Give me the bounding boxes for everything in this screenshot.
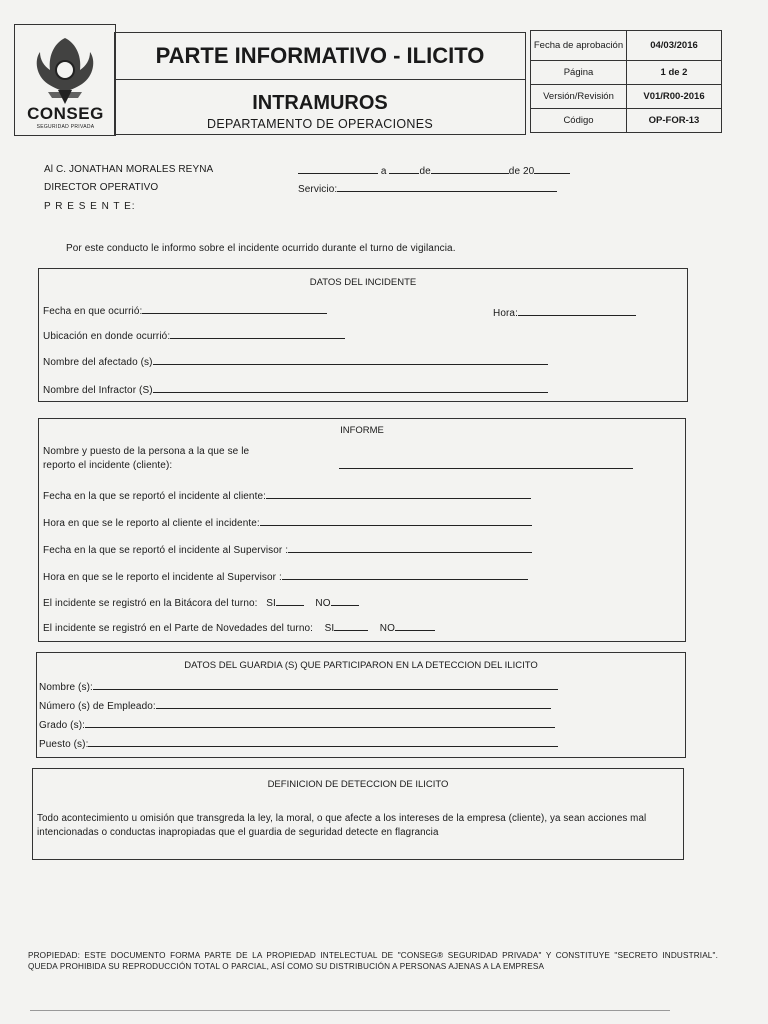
datos-incidente-section — [38, 268, 688, 402]
date-day-field[interactable] — [298, 173, 378, 174]
meta-label: Versión/Revisión — [531, 85, 627, 109]
definicion-section — [32, 768, 684, 860]
property-notice: PROPIEDAD: ESTE DOCUMENTO FORMA PARTE DE LA PROPIEDAD INTELECTUAL DE "CONSEG® SEGURIDAD PRIVADA" Y CONSTITUYE "SECRETO INDUSTRIAL". QUEDA PROHIBIDA SU REPRODUCCIÓN TOTAL O PARCIAL, ASÍ COMO SU DISTRIBUCIÓN A PERSONAS AJENAS A LA EMPRESA — [28, 951, 718, 971]
addressee-position: DIRECTOR OPERATIVO — [44, 182, 159, 193]
persona-label-1: Nombre y puesto de la persona a la que se le — [43, 446, 250, 457]
guardia-numero-row — [39, 701, 551, 712]
document-subtitle-box — [114, 79, 526, 135]
guardia-grado-row — [39, 720, 555, 731]
presente-label: P R E S E N T E: — [44, 201, 136, 212]
persona-label-2: reporto el incidente (cliente): — [43, 460, 173, 471]
hora-row — [493, 308, 636, 319]
hora-cliente-label: Hora en que se le reporto al cliente el incidente: — [43, 518, 260, 529]
meta-label: Fecha de aprobación — [531, 31, 627, 61]
datos-incidente-title: DATOS DEL INCIDENTE — [309, 277, 417, 288]
hora-cliente-row — [43, 518, 532, 529]
meta-value: 1 de 2 — [627, 61, 722, 85]
ubicacion-field[interactable] — [170, 338, 345, 339]
fecha-cliente-label: Fecha en la que se reportó el incidente al cliente: — [43, 491, 267, 502]
guardia-title: DATOS DEL GUARDIA (S) QUE PARTICIPARON EN LA DETECCION DEL ILICITO — [184, 660, 538, 671]
bitacora-no-label: NO — [315, 598, 331, 609]
date-month-prefix-field[interactable] — [389, 173, 419, 174]
afectado-label: Nombre del afectado (s) — [43, 357, 153, 368]
definicion-text-2: intencionadas o conductas inapropiadas que el guardia de seguridad detecte en flagrancia — [37, 827, 439, 838]
definicion-text-1: Todo acontecimiento u omisión que transgreda la ley, la moral, o que afecte a los intereses de la empresa (cliente), ya sean acciones mal — [37, 813, 647, 824]
date-month-field[interactable] — [431, 173, 509, 174]
date-de20-label: de 20 — [508, 166, 535, 177]
novedades-no-field[interactable] — [395, 630, 435, 631]
guardia-grado-label: Grado (s): — [39, 720, 86, 731]
hora-supervisor-field[interactable] — [282, 579, 528, 580]
novedades-no-label: NO — [379, 623, 395, 634]
logo-tagline: SEGURIDAD PRIVADA — [36, 124, 95, 130]
meta-label: Página — [531, 61, 627, 85]
guardia-puesto-label: Puesto (s): — [39, 739, 89, 750]
guardia-numero-label: Número (s) de Empleado: — [39, 701, 156, 712]
hora-field[interactable] — [518, 315, 636, 316]
informe-title: INFORME — [340, 425, 384, 436]
servicio-row — [298, 184, 557, 195]
infractor-field[interactable] — [153, 392, 548, 393]
bitacora-row — [43, 598, 359, 609]
infractor-label: Nombre del Infractor (S) — [43, 385, 153, 396]
date-year-field[interactable] — [534, 173, 570, 174]
guardia-grado-field[interactable] — [85, 727, 555, 728]
guardia-puesto-row — [39, 739, 558, 750]
guardia-nombre-row — [39, 682, 558, 693]
guardia-nombre-label: Nombre (s): — [39, 682, 93, 693]
fecha-supervisor-row — [43, 545, 532, 556]
fecha-ocurrio-field[interactable] — [142, 313, 327, 314]
afectado-field[interactable] — [153, 364, 548, 365]
fecha-ocurrio-row — [43, 306, 327, 317]
definicion-title: DEFINICION DE DETECCION DE ILICITO — [267, 779, 449, 790]
date-a-label: a — [380, 166, 387, 177]
guardia-nombre-field[interactable] — [93, 689, 558, 690]
informe-section — [38, 418, 686, 642]
fecha-supervisor-field[interactable] — [288, 552, 532, 553]
meta-value: OP-FOR-13 — [627, 109, 722, 133]
footer-divider — [30, 1010, 670, 1011]
fecha-supervisor-label: Fecha en la que se reportó el incidente al Supervisor : — [43, 545, 289, 556]
document-meta-table — [530, 30, 722, 133]
infractor-row — [43, 385, 548, 396]
guardia-puesto-field[interactable] — [88, 746, 558, 747]
bitacora-si-field[interactable] — [276, 605, 304, 606]
servicio-label: Servicio: — [298, 184, 338, 195]
novedades-si-field[interactable] — [334, 630, 368, 631]
fecha-cliente-row — [43, 491, 531, 502]
servicio-field[interactable] — [337, 191, 557, 192]
document-title: PARTE INFORMATIVO - ILICITO — [114, 32, 526, 80]
fecha-cliente-field[interactable] — [266, 498, 531, 499]
hora-supervisor-label: Hora en que se le reporto el incidente al Supervisor : — [43, 572, 282, 583]
bitacora-label: El incidente se registró en la Bitácora del turno: — [43, 598, 258, 609]
novedades-label: El incidente se registró en el Parte de Novedades del turno: — [43, 623, 314, 634]
ubicacion-row — [43, 331, 345, 342]
bitacora-si-label: SI — [266, 598, 276, 609]
document-subtitle: INTRAMUROS — [252, 92, 388, 114]
guardia-section — [36, 652, 686, 758]
intro-text: Por este conducto le informo sobre el incidente ocurrido durante el turno de vigilancia. — [66, 243, 456, 254]
department-name: DEPARTAMENTO DE OPERACIONES — [207, 117, 433, 131]
logo-wordmark: CONSEG — [27, 104, 104, 123]
meta-value: V01/R00-2016 — [627, 85, 722, 109]
meta-label: Código — [531, 109, 627, 133]
addressee-name: Al C. JONATHAN MORALES REYNA — [44, 164, 214, 175]
ubicacion-label: Ubicación en donde ocurrió: — [43, 331, 171, 342]
bitacora-no-field[interactable] — [331, 605, 359, 606]
date-line — [298, 166, 570, 177]
persona-field[interactable] — [339, 468, 633, 469]
meta-value: 04/03/2016 — [627, 31, 722, 61]
novedades-si-label: SI — [324, 623, 335, 634]
novedades-row — [43, 623, 435, 634]
fecha-ocurrio-label: Fecha en que ocurrió: — [43, 306, 143, 317]
afectado-row — [43, 357, 548, 368]
date-de-label: de — [419, 166, 431, 177]
hora-supervisor-row — [43, 572, 528, 583]
hora-label: Hora: — [493, 308, 518, 319]
hora-cliente-field[interactable] — [260, 525, 532, 526]
guardia-numero-field[interactable] — [156, 708, 551, 709]
